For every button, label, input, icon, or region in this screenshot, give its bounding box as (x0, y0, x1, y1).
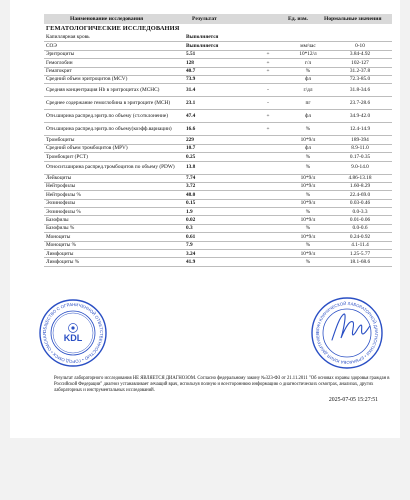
disclaimer: Результат лабораторного исследования НЕ ЯВЛЯЕТСЯ ДИАГНОЗОМ. Согласно федеральному закону №323-ФЗ от 21.11.2011 "Об основах охраны здоровья граждан в Российской Федерации" диагноз устанавливает лечащий врач, используя полную и всестороннюю информацию о диагностических осмотрах, анализах, других лабораторных и инструментальных исследований. (54, 376, 390, 393)
row-value: Выполняется (184, 42, 248, 50)
row-flag (248, 136, 288, 144)
row-ref: 102-127 (328, 59, 392, 67)
row-ref: 31.2-37.8 (328, 67, 392, 75)
row-flag (248, 34, 288, 42)
header-result: Результат (192, 16, 217, 22)
header-ref: Нормальные значения (324, 16, 382, 22)
row-value: Выполняется (184, 34, 248, 42)
table-row (44, 97, 392, 110)
row-unit: 10*12/л (288, 50, 328, 58)
row-unit: % (288, 153, 328, 161)
row-value: 3.72 (184, 182, 248, 190)
row-flag: - (248, 84, 288, 97)
row-flag (248, 161, 288, 174)
row-name: Средняя концентрация Hb в эритроцитах (МСНС) (44, 84, 184, 97)
row-name: Моноциты (44, 233, 184, 241)
table-row (44, 182, 392, 190)
row-unit: % (288, 191, 328, 199)
row-value: 31.4 (184, 84, 248, 97)
row-flag: + (248, 123, 288, 136)
table-row (44, 199, 392, 207)
row-name: Капиллярная кровь (44, 34, 184, 42)
row-unit: 10*9/л (288, 136, 328, 144)
svg-text:ОБЩЕСТВО С ОГРАНИЧЕННОЙ ОТВЕТС: ОБЩЕСТВО С ОГРАНИЧЕННОЙ ОТВЕТСТВЕННОСТЬЮ • ГОРОД ОМСК • ОМСКАЯ (41, 301, 105, 365)
table-row (44, 233, 392, 241)
row-value: 7.74 (184, 174, 248, 182)
table-row (44, 84, 392, 97)
row-ref: 31.8-34.6 (328, 84, 392, 97)
row-flag: + (248, 110, 288, 123)
row-value: 0.3 (184, 224, 248, 232)
header-unit: Ед. изм. (288, 16, 308, 22)
table-row (44, 174, 392, 182)
row-name: Гемоглобин (44, 59, 184, 67)
row-flag (248, 224, 288, 232)
row-name: Тромбоциты (44, 136, 184, 144)
row-value: 23.1 (184, 97, 248, 110)
table-row (44, 67, 392, 75)
row-ref: 34.9-42.0 (328, 110, 392, 123)
row-unit: мм/час (288, 42, 328, 50)
row-ref: 3.84-4.92 (328, 50, 392, 58)
row-unit: % (288, 123, 328, 136)
table-row (44, 216, 392, 224)
stamp-logo-text: KDL (63, 333, 83, 343)
row-flag: + (248, 67, 288, 75)
table-row (44, 75, 392, 83)
row-flag (248, 75, 288, 83)
row-unit: % (288, 67, 328, 75)
row-unit (288, 34, 328, 42)
row-ref: 72.3-85.0 (328, 75, 392, 83)
row-name: Отн.ширина распред.эритр.по объему (ст.отклонение) (44, 110, 184, 123)
row-ref: 0.0-0.6 (328, 224, 392, 232)
row-value: 0.61 (184, 233, 248, 241)
table-row (44, 50, 392, 58)
row-name: Лимфоциты (44, 250, 184, 258)
signature (326, 308, 372, 348)
row-ref: 0.03-0.46 (328, 199, 392, 207)
row-value: 5.51 (184, 50, 248, 58)
row-value: 229 (184, 136, 248, 144)
row-name: Гематокрит (44, 67, 184, 75)
table-row (44, 191, 392, 199)
table-row (44, 123, 392, 136)
row-value: 41.9 (184, 258, 248, 266)
row-name: Эозинофилы % (44, 208, 184, 216)
row-name: Базофилы % (44, 224, 184, 232)
document-sheet (10, 0, 400, 438)
row-unit: 10*9/л (288, 182, 328, 190)
row-value: 0.02 (184, 216, 248, 224)
results-table (44, 34, 392, 267)
row-unit: % (288, 258, 328, 266)
row-flag (248, 250, 288, 258)
row-value: 47.4 (184, 110, 248, 123)
row-unit: 10*9/л (288, 233, 328, 241)
row-flag (248, 199, 288, 207)
row-name: Эозинофилы (44, 199, 184, 207)
table-row (44, 136, 392, 144)
row-flag (248, 153, 288, 161)
row-unit: % (288, 208, 328, 216)
row-name: СОЭ (44, 42, 184, 50)
row-ref: 9.0-14.0 (328, 161, 392, 174)
row-ref: 4.1-11.4 (328, 241, 392, 249)
row-unit: % (288, 161, 328, 174)
row-ref: 8.9-11.0 (328, 144, 392, 152)
row-unit: фл (288, 110, 328, 123)
row-name: Лейкоциты (44, 174, 184, 182)
company-stamp (38, 298, 108, 368)
row-ref: 0.24-0.92 (328, 233, 392, 241)
row-ref: 12.4-14.9 (328, 123, 392, 136)
row-unit: % (288, 241, 328, 249)
svg-text:ВРАЧ КЛИНИЧЕСКОЙ ЛАБОРАТОРНОЙ: ВРАЧ КЛИНИЧЕСКОЙ ЛАБОРАТОРНОЙ ДИАГНОСТИКИ • ЕРМАКОВА ЮЛИЯ ДМИТРИЕВ (314, 300, 380, 366)
row-ref: 4.86-13.18 (328, 174, 392, 182)
row-ref: 0-10 (328, 42, 392, 50)
row-name: Эритроциты (44, 50, 184, 58)
row-name: Моноциты % (44, 241, 184, 249)
section-title: ГЕМАТОЛОГИЧЕСКИЕ ИССЛЕДОВАНИЯ (46, 25, 180, 32)
table-row (44, 144, 392, 152)
row-ref: 0.17-0.35 (328, 153, 392, 161)
row-ref (328, 34, 392, 42)
row-value: 10.7 (184, 144, 248, 152)
row-ref: 0.01-0.06 (328, 216, 392, 224)
row-unit: % (288, 224, 328, 232)
row-unit: фл (288, 144, 328, 152)
row-value: 7.9 (184, 241, 248, 249)
row-flag (248, 233, 288, 241)
row-name: Средний объем тромбоцитов (MPV) (44, 144, 184, 152)
table-row (44, 161, 392, 174)
row-flag (248, 191, 288, 199)
row-unit: 10*9/л (288, 250, 328, 258)
row-name: Нейтрофилы % (44, 191, 184, 199)
table-header (44, 14, 392, 24)
row-flag: + (248, 59, 288, 67)
row-value: 40.7 (184, 67, 248, 75)
row-ref: 1.60-8.29 (328, 182, 392, 190)
row-unit: фл (288, 75, 328, 83)
row-unit: 10*9/л (288, 199, 328, 207)
table-row (44, 34, 392, 42)
row-value: 0.15 (184, 199, 248, 207)
row-flag (248, 182, 288, 190)
row-name: Лимфоциты % (44, 258, 184, 266)
table-row (44, 110, 392, 123)
row-value: 0.25 (184, 153, 248, 161)
row-unit: 10*9/л (288, 216, 328, 224)
row-ref: 22.4-69.0 (328, 191, 392, 199)
row-flag (248, 241, 288, 249)
row-unit: г/л (288, 59, 328, 67)
table-row (44, 153, 392, 161)
row-ref: 1.25-5.77 (328, 250, 392, 258)
row-value: 13.8 (184, 161, 248, 174)
row-value: 73.9 (184, 75, 248, 83)
row-unit: пг (288, 97, 328, 110)
row-name: Отн.ширина распред.эритр.по объему(коэфф.вариации) (44, 123, 184, 136)
report-datetime: 2025-07-05 15:27:51 (328, 397, 378, 403)
table-row (44, 59, 392, 67)
table-row (44, 224, 392, 232)
row-flag (248, 42, 288, 50)
row-name: Нейтрофилы (44, 182, 184, 190)
row-name: Базофилы (44, 216, 184, 224)
row-unit: 10*9/л (288, 174, 328, 182)
row-flag (248, 208, 288, 216)
row-ref: 18.1-68.6 (328, 258, 392, 266)
row-name: Относит.ширина распред.тромбоцитов по объему (PDW) (44, 161, 184, 174)
row-unit: г/дл (288, 84, 328, 97)
row-value: 128 (184, 59, 248, 67)
row-flag: + (248, 50, 288, 58)
row-flag (248, 216, 288, 224)
row-flag (248, 144, 288, 152)
table-row (44, 241, 392, 249)
table-row (44, 258, 392, 266)
row-value: 16.6 (184, 123, 248, 136)
row-name: Средний объем эритроцитов (MCV) (44, 75, 184, 83)
row-flag (248, 258, 288, 266)
table-row (44, 208, 392, 216)
row-ref: 0.0-3.3 (328, 208, 392, 216)
row-ref: 23.7-28.6 (328, 97, 392, 110)
row-value: 3.24 (184, 250, 248, 258)
row-name: Среднее содержание гемоглобина в эритроците (МСН) (44, 97, 184, 110)
header-name: Наименование исследования (70, 16, 144, 22)
row-flag: - (248, 97, 288, 110)
table-row (44, 42, 392, 50)
row-value: 1.9 (184, 208, 248, 216)
row-value: 48.0 (184, 191, 248, 199)
row-ref: 189-394 (328, 136, 392, 144)
row-flag (248, 174, 288, 182)
row-name: Тромбокрит (PCT) (44, 153, 184, 161)
table-row (44, 250, 392, 258)
